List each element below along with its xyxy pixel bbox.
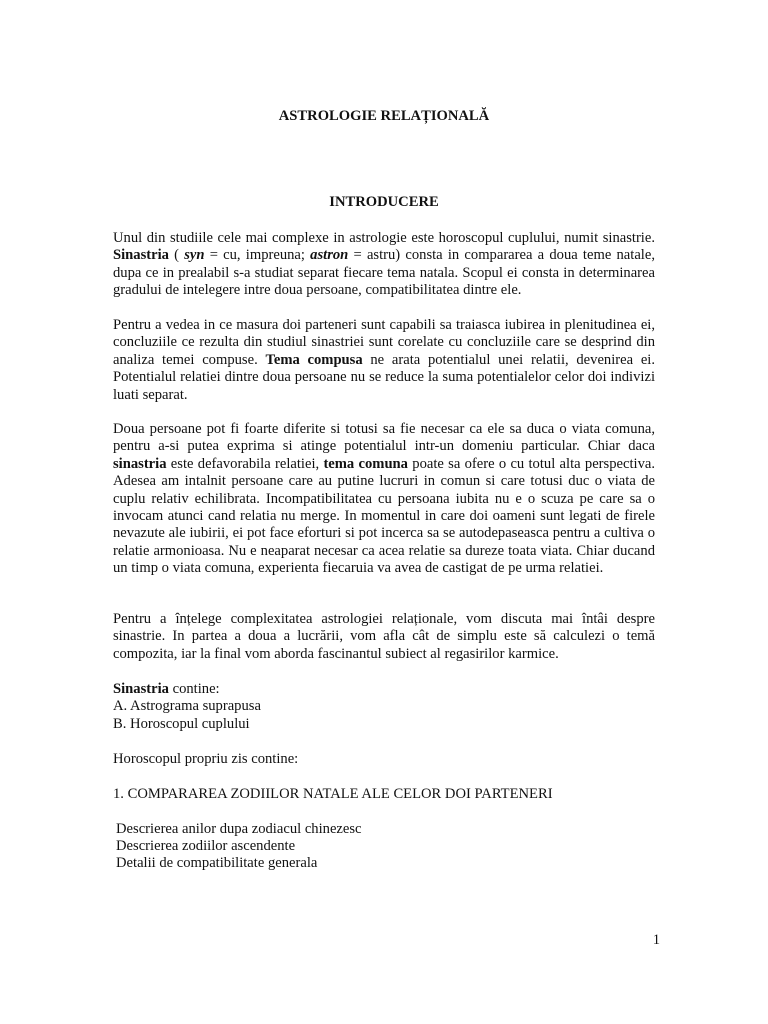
paragraph-2 [113, 317, 655, 404]
paragraph-3 [113, 421, 655, 578]
page-number: 1 [652, 932, 660, 948]
p1-term-sinastria: Sinastria [113, 247, 169, 264]
document-title: ASTROLOGIE RELAȚIONALĂ [278, 108, 490, 124]
sinastria-label: Sinastria [113, 681, 169, 697]
p3-term-sinastria: sinastria [113, 455, 167, 472]
p1-text-1: Unul din studiile cele mai complexe in astrologie este horoscopul cuplului, numit sinastrie. [113, 230, 655, 246]
p3-text-3: poate sa ofere o cu totul alta perspectiva. Adesea am intalnit persoane care au putine lucruri in comun si care totusi duc o viata de cuplu relativ echilibrata. Incompatibilitatea cu persoana iubita nu e o scuza pe care sa o invocam atunci cand relatia nu merge. In momentul in care doi oameni sunt legati de firele nevazute ale iubirii, ei pot face eforturi si pot incerca sa se autodepaseasca pentru a cultiva o relatie armonioasa. Nu e neaparat necesar ca acea relatie sa dureze toata viata. Chiar ducand un timp o viata comuna, experienta fiecaruia va avea de castigat de pe urma relatiei. [113, 455, 655, 577]
p3-text-2: este defavorabila relatiei, [166, 455, 324, 472]
horoscop-line: Horoscopul propriu zis contine: [113, 751, 299, 767]
sinastria-line [113, 681, 673, 698]
section-1-heading: 1. COMPARAREA ZODIILOR NATALE ALE CELOR DOI PARTENERI [113, 786, 553, 802]
p1-term-syn: syn [184, 247, 205, 264]
p1-term-astron: astron [310, 247, 349, 264]
paragraph-1 [113, 230, 655, 300]
p2-text-1: Pentru a vedea in ce masura doi parteneri sunt capabili sa traiasca iubirea in plenitudinea ei, concluziile ce rezulta din studiul sinastriei sunt corelate cu concluziile care se desprind din analiza temei compuse. [113, 317, 655, 368]
sinastria-rest: contine: [168, 681, 220, 697]
p1-text-4: = astru) consta in compararea a doua teme natale, dupa ce in prealabil s-a studiat separat fiecare tema natala. Scopul ei consta in determinarea gradului de intelegere intre doua persoane, compatibilitatea dintre ele. [113, 247, 655, 299]
sub-item-1: Descrierea anilor dupa zodiacul chinezesc [116, 821, 362, 837]
p2-term-tema-compusa: Tema compusa [265, 351, 363, 368]
sub-item-3: Detalii de compatibilitate generala [116, 855, 318, 871]
p3-term-tema-comuna: tema comuna [323, 455, 408, 472]
p1-text-2: ( [168, 247, 185, 264]
list-item-a: A. Astrograma suprapusa [113, 698, 261, 714]
list-item-b: B. Horoscopul cuplului [113, 716, 250, 732]
p1-text-3: = cu, impreuna; [204, 247, 311, 264]
sub-item-2: Descrierea zodiilor ascendente [116, 838, 296, 854]
section-heading: INTRODUCERE [329, 194, 439, 210]
p3-text-1: Doua persoane pot fi foarte diferite si totusi sa fie necesar ca ele sa duca o viata comuna, pentru a-si putea exprima si atinge potentialul intr-un domeniu particular. Chiar daca [113, 421, 655, 455]
p2-text-2: ne arata potentialul unei relatii, devenirea ei. Potentialul relatiei dintre doua persoane nu se reduce la suma potentialelor celor doi indivizi luati separat. [113, 351, 656, 403]
paragraph-4: Pentru a înțelege complexitatea astrologiei relaționale, vom discuta mai întâi despre sinastrie. In partea a doua a lucrării, vom afla cât de simplu este să calculezi o temă compozita, iar la final vom aborda fascinantul subiect al regasirilor karmice. [113, 611, 655, 662]
